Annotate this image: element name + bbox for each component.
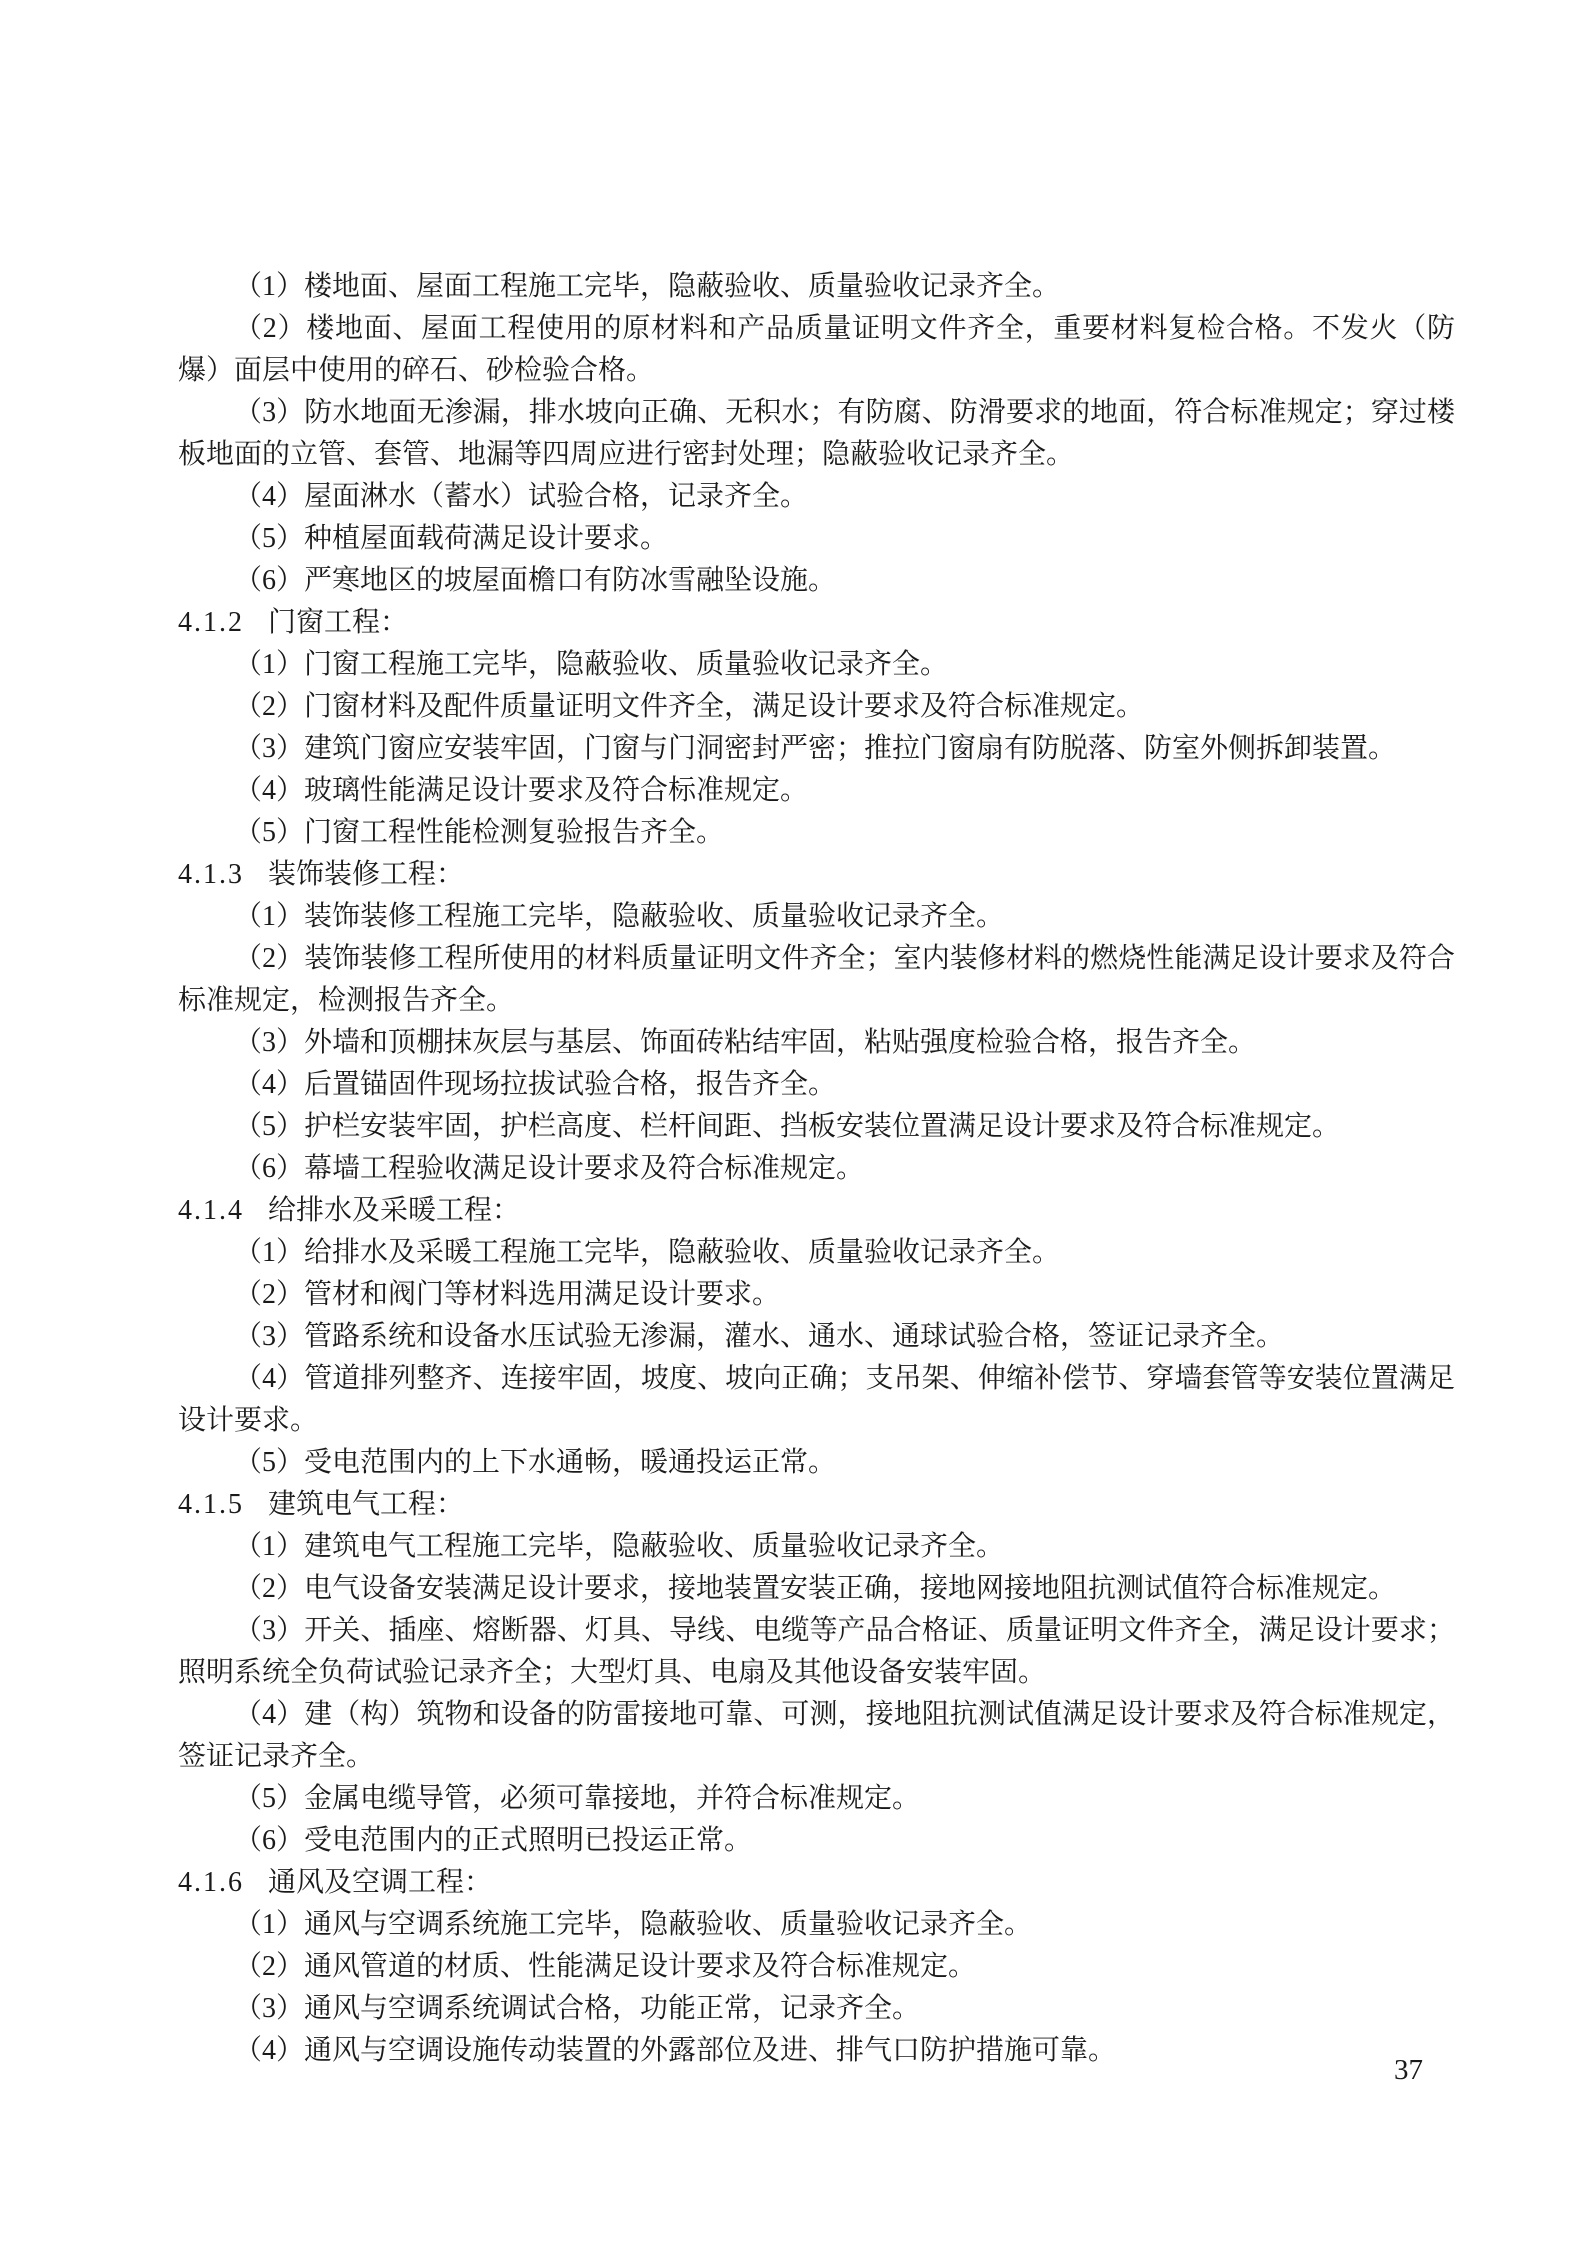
section-heading-4-1-5 <box>178 1484 1455 1526</box>
clause-paragraph: （6）严寒地区的坡屋面檐口有防冰雪融坠设施。 <box>234 565 837 596</box>
clause-paragraph: （4）屋面淋水（蓄水）试验合格，记录齐全。 <box>234 481 809 512</box>
section-heading-4-1-3 <box>178 854 1455 896</box>
section-number: 4.1.6 <box>178 1867 244 1898</box>
clause-paragraph: （3）通风与空调系统调试合格，功能正常，记录齐全。 <box>234 1993 921 2024</box>
clause-paragraph: （4）建（构）筑物和设备的防雷接地可靠、可测，接地阻抗测试值满足设计要求及符合标准规定，签证记录齐全。 <box>178 1699 1455 1772</box>
section-heading-4-1-4 <box>178 1190 1455 1232</box>
clause-paragraph: （2）管材和阀门等材料选用满足设计要求。 <box>234 1279 781 1310</box>
clause-paragraph: （1）楼地面、屋面工程施工完毕，隐蔽验收、质量验收记录齐全。 <box>234 271 1061 302</box>
clause-paragraph: （3）管路系统和设备水压试验无渗漏，灌水、通水、通球试验合格，签证记录齐全。 <box>234 1321 1285 1352</box>
clause-paragraph: （1）通风与空调系统施工完毕，隐蔽验收、质量验收记录齐全。 <box>234 1909 1033 1940</box>
clause-paragraph: （1）装饰装修工程施工完毕，隐蔽验收、质量验收记录齐全。 <box>234 901 1005 932</box>
clause-paragraph: （5）护栏安装牢固，护栏高度、栏杆间距、挡板安装位置满足设计要求及符合标准规定。 <box>234 1111 1341 1142</box>
clause-paragraph: （1）建筑电气工程施工完毕，隐蔽验收、质量验收记录齐全。 <box>234 1531 1005 1562</box>
section-number: 4.1.3 <box>178 859 244 890</box>
section-title: 建筑电气工程： <box>268 1489 465 1520</box>
section-title: 通风及空调工程： <box>268 1867 493 1898</box>
section-number: 4.1.4 <box>178 1195 244 1226</box>
clause-paragraph: （5）受电范围内的上下水通畅，暖通投运正常。 <box>234 1447 837 1478</box>
section-title: 给排水及采暖工程： <box>268 1195 521 1226</box>
page-number: 37 <box>1394 2054 1423 2086</box>
clause-paragraph: （2）装饰装修工程所使用的材料质量证明文件齐全；室内装修材料的燃烧性能满足设计要求及符合标准规定，检测报告齐全。 <box>178 943 1455 1016</box>
clause-paragraph: （4）后置锚固件现场拉拔试验合格，报告齐全。 <box>234 1069 837 1100</box>
clause-paragraph: （1）给排水及采暖工程施工完毕，隐蔽验收、质量验收记录齐全。 <box>234 1237 1061 1268</box>
clause-paragraph: （4）通风与空调设施传动装置的外露部位及进、排气口防护措施可靠。 <box>234 2035 1117 2066</box>
clause-paragraph: （5）金属电缆导管，必须可靠接地，并符合标准规定。 <box>234 1783 921 1814</box>
section-title: 装饰装修工程： <box>268 859 465 890</box>
clause-paragraph: （2）门窗材料及配件质量证明文件齐全，满足设计要求及符合标准规定。 <box>234 691 1145 722</box>
section-number: 4.1.5 <box>178 1489 244 1520</box>
clause-paragraph: （3）建筑门窗应安装牢固，门窗与门洞密封严密；推拉门窗扇有防脱落、防室外侧拆卸装置。 <box>234 733 1397 764</box>
section-heading-4-1-6 <box>178 1862 1455 1904</box>
clause-paragraph: （2）楼地面、屋面工程使用的原材料和产品质量证明文件齐全，重要材料复检合格。不发火（防爆）面层中使用的碎石、砂检验合格。 <box>178 313 1455 386</box>
clause-paragraph: （4）管道排列整齐、连接牢固，坡度、坡向正确；支吊架、伸缩补偿节、穿墙套管等安装位置满足设计要求。 <box>178 1363 1455 1436</box>
section-heading-4-1-2 <box>178 602 1455 644</box>
clause-paragraph: （3）开关、插座、熔断器、灯具、导线、电缆等产品合格证、质量证明文件齐全，满足设计要求；照明系统全负荷试验记录齐全；大型灯具、电扇及其他设备安装牢固。 <box>178 1615 1455 1688</box>
clause-paragraph: （3）防水地面无渗漏，排水坡向正确、无积水；有防腐、防滑要求的地面，符合标准规定；穿过楼板地面的立管、套管、地漏等四周应进行密封处理；隐蔽验收记录齐全。 <box>178 397 1455 470</box>
section-title: 门窗工程： <box>268 607 409 638</box>
clause-paragraph: （1）门窗工程施工完毕，隐蔽验收、质量验收记录齐全。 <box>234 649 949 680</box>
clause-paragraph: （6）受电范围内的正式照明已投运正常。 <box>234 1825 753 1856</box>
section-number: 4.1.2 <box>178 607 244 638</box>
clause-paragraph: （2）电气设备安装满足设计要求，接地装置安装正确，接地网接地阻抗测试值符合标准规定。 <box>234 1573 1397 1604</box>
clause-paragraph: （2）通风管道的材质、性能满足设计要求及符合标准规定。 <box>234 1951 977 1982</box>
clause-paragraph: （4）玻璃性能满足设计要求及符合标准规定。 <box>234 775 809 806</box>
clause-paragraph: （6）幕墙工程验收满足设计要求及符合标准规定。 <box>234 1153 865 1184</box>
clause-paragraph: （5）门窗工程性能检测复验报告齐全。 <box>234 817 725 848</box>
clause-paragraph: （3）外墙和顶棚抹灰层与基层、饰面砖粘结牢固，粘贴强度检验合格，报告齐全。 <box>234 1027 1257 1058</box>
page-body-text <box>178 266 1455 2072</box>
clause-paragraph: （5）种植屋面载荷满足设计要求。 <box>234 523 669 554</box>
